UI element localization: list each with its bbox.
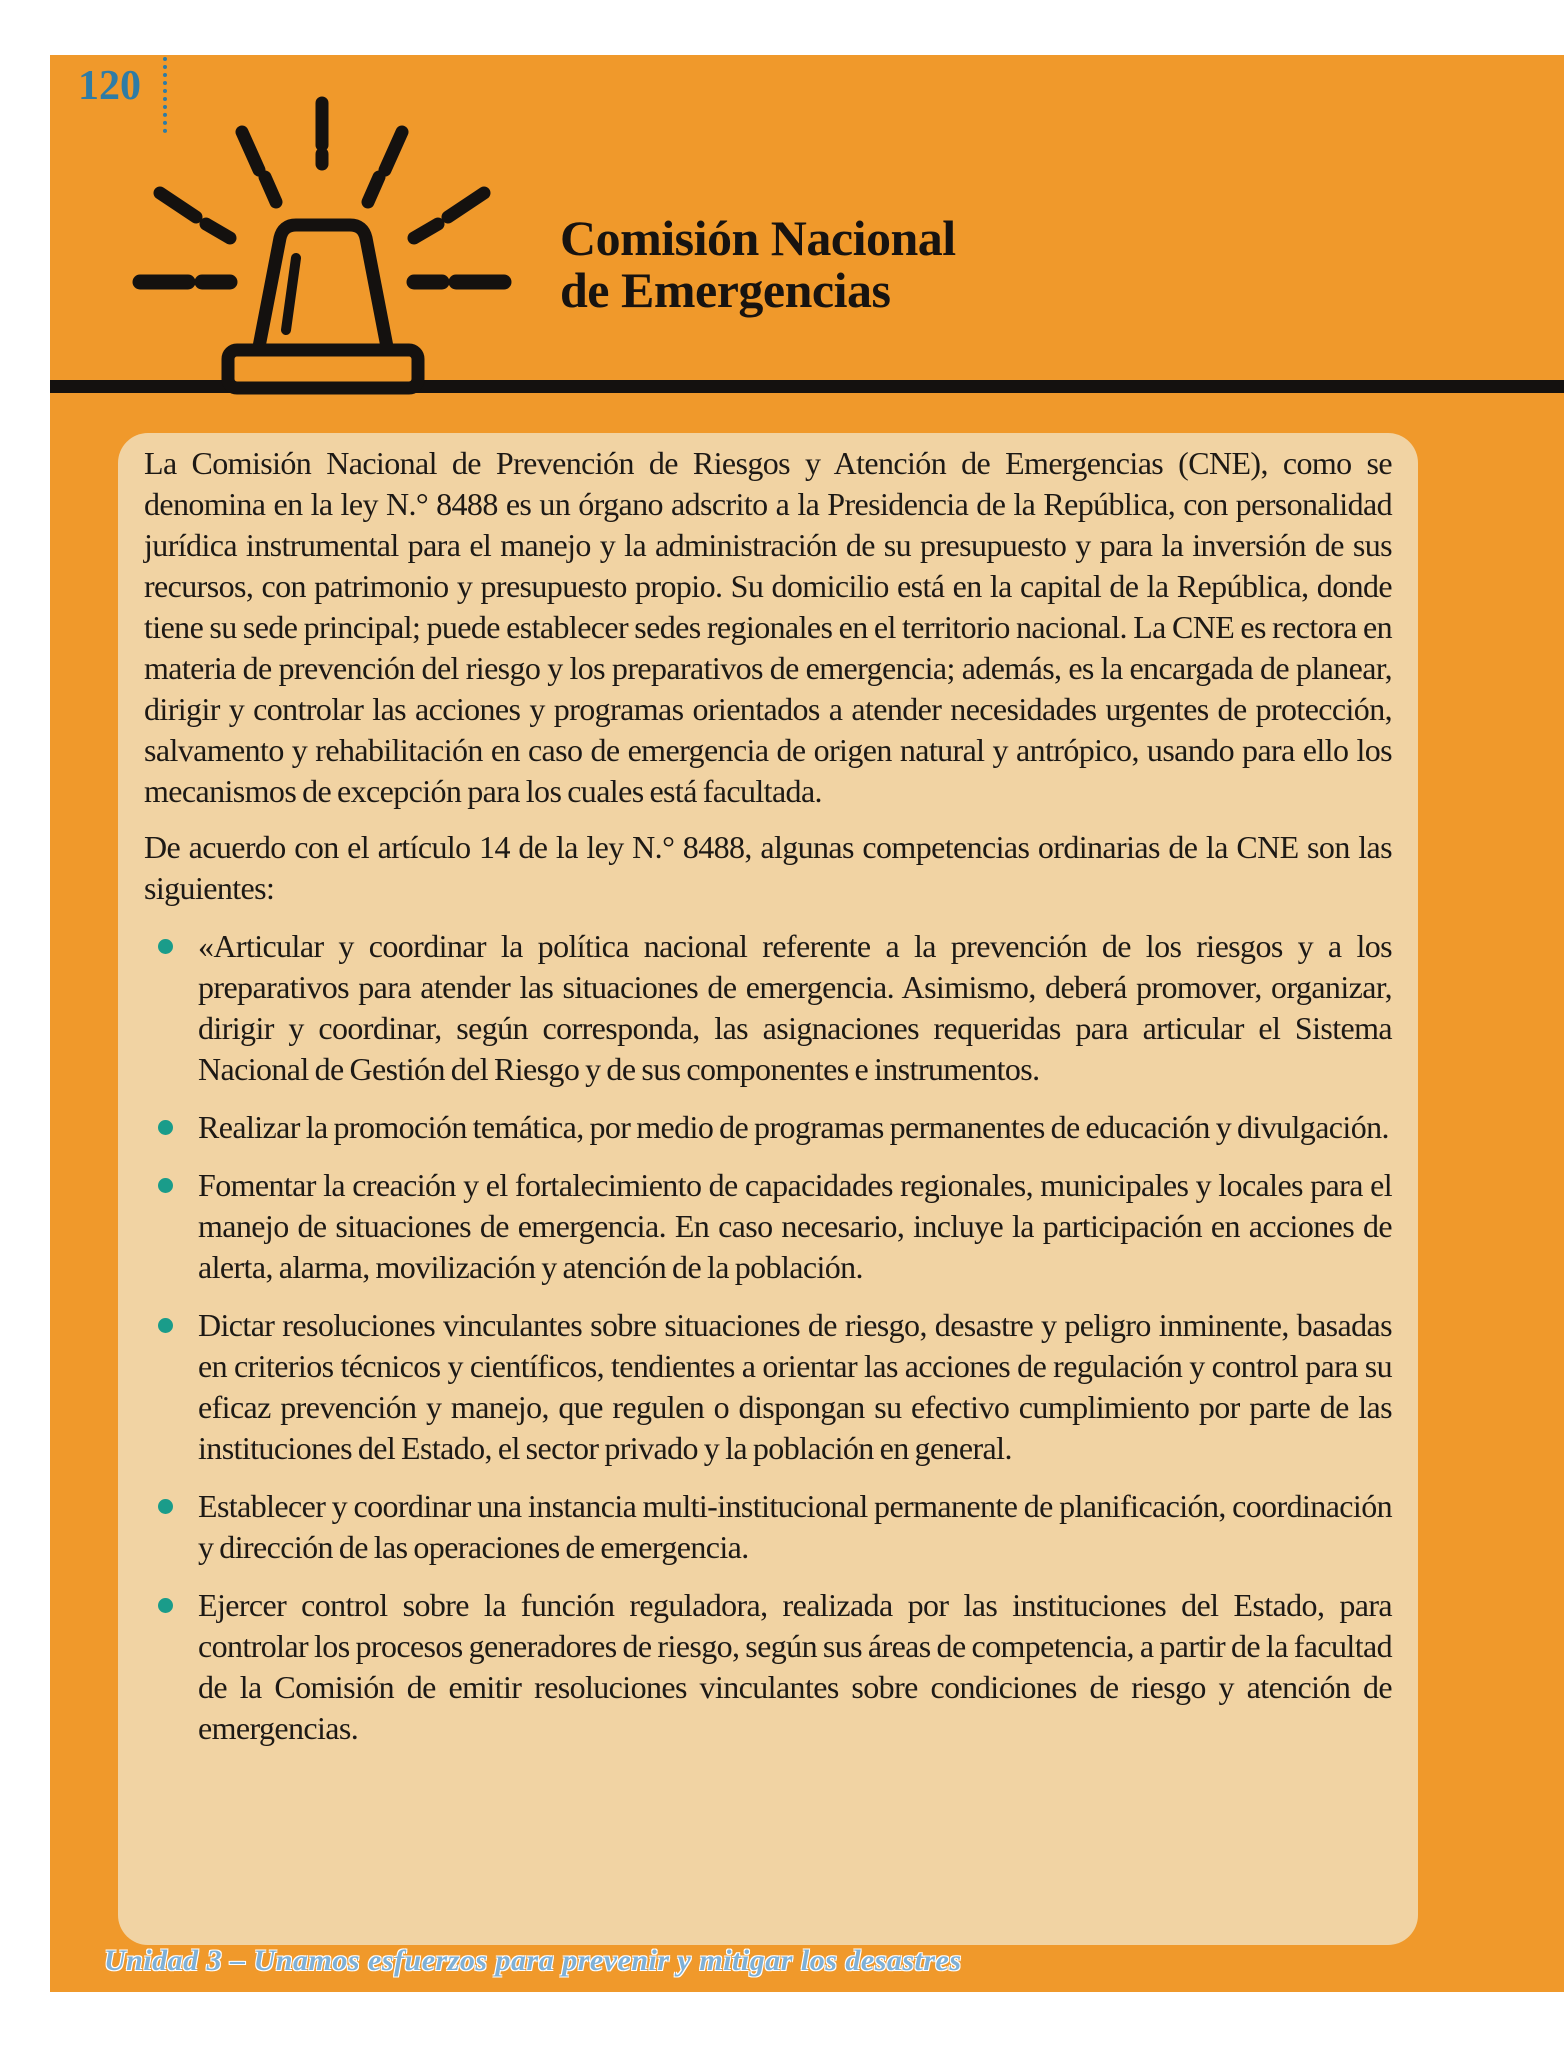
- bullet-text: Fomentar la creación y el fortalecimiento de capacidades regionales, municipales y locales para el manejo de situaciones de emergencia. En caso necesario, incluye la participación en acciones de alerta, alarma, movilización y atención de la población.: [198, 1167, 1392, 1285]
- bullet-text: Establecer y coordinar una instancia multi-institucional permanente de planificación, coordinación y dirección de las operaciones de emergencia.: [198, 1488, 1392, 1565]
- emergency-siren-icon: [95, 58, 535, 398]
- bullet-item: [144, 1585, 1392, 1749]
- bullet-dot-icon: [158, 1318, 173, 1333]
- bullet-text: Dictar resoluciones vinculantes sobre situaciones de riesgo, desastre y peligro inminente, basadas en criterios técnicos y científicos, tendientes a orientar las acciones de regulación y control para su eficaz prevención y manejo, que regulen o dispongan su efectivo cumplimiento por parte de las instituciones del Estado, el sector privado y la población en general.: [198, 1307, 1392, 1466]
- page-title: [560, 212, 956, 316]
- content-panel: [118, 433, 1418, 1945]
- page-number: 120: [78, 63, 141, 109]
- bullet-dot-icon: [158, 1120, 173, 1135]
- bullet-dot-icon: [158, 939, 173, 954]
- page-title-line-1: Comisión Nacional: [560, 210, 956, 266]
- bullet-dot-icon: [158, 1499, 173, 1514]
- bullet-item: [144, 1305, 1392, 1469]
- paragraph-intro: La Comisión Nacional de Prevención de Riesgos y Atención de Emergencias (CNE), como se denomina en la ley N.° 8488 es un órgano adscrito a la Presidencia de la República, con personalidad jurídica instrumental para el manejo y la administración de su presupuesto y para la inversión de sus recursos, con patrimonio y presupuesto propio. Su domicilio está en la capital de la República, donde tiene su sede principal; puede establecer sedes regionales en el territorio nacional. La CNE es rectora en materia de prevención del riesgo y los preparativos de emergencia; además, es la encargada de planear, dirigir y controlar las acciones y programas orientados a atender necesidades urgentes de protección, salvamento y rehabilitación en caso de emergencia de origen natural y antrópico, usando para ello los mecanismos de excepción para los cuales está facultada.: [144, 445, 1392, 809]
- bullet-text: Ejercer control sobre la función reguladora, realizada por las instituciones del Estado, para controlar los procesos generadores de riesgo, según sus áreas de competencia, a partir de la facultad de la Comisión de emitir resoluciones vinculantes sobre condiciones de riesgo y atención de emergencias.: [198, 1587, 1392, 1746]
- bullet-item: [144, 1165, 1392, 1288]
- bullet-dot-icon: [158, 1598, 173, 1613]
- bullet-item: [144, 1486, 1392, 1568]
- paragraph-competencias: De acuerdo con el artículo 14 de la ley N.° 8488, algunas competencias ordinarias de la CNE son las siguientes:: [144, 829, 1392, 906]
- page-title-line-2: de Emergencias: [560, 262, 891, 318]
- bullet-item: [144, 926, 1392, 1090]
- bullet-item: [144, 1107, 1392, 1148]
- bullet-list: [144, 926, 1392, 1749]
- bullet-text: «Articular y coordinar la política nacional referente a la prevención de los riesgos y a los preparativos para atender las situaciones de emergencia. Asimismo, deberá promover, organizar, dirigir y coordinar, según corresponda, las asignaciones requeridas para articular el Sistema Nacional de Gestión del Riesgo y de sus componentes e instrumentos.: [198, 928, 1392, 1087]
- bullet-text: Realizar la promoción temática, por medio de programas permanentes de educación y divulgación.: [198, 1109, 1389, 1145]
- footer-caption: Unidad 3 – Unamos esfuerzos para prevenir y mitigar los desastres: [104, 1944, 962, 1977]
- bullet-dot-icon: [158, 1178, 173, 1193]
